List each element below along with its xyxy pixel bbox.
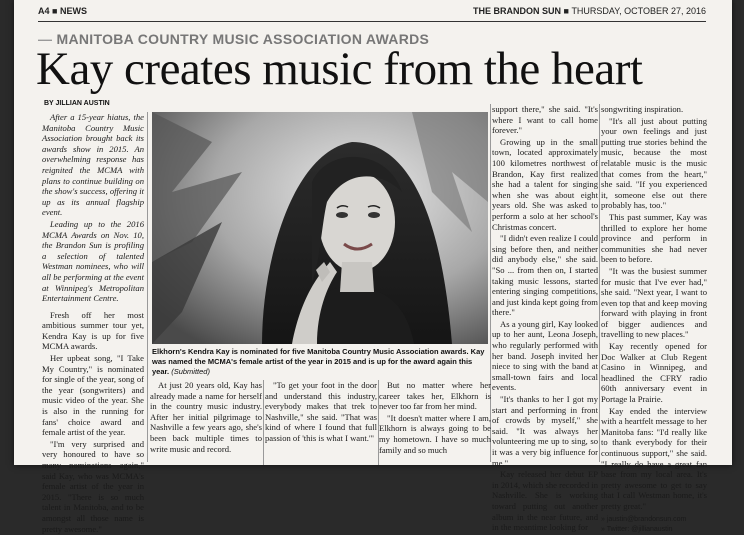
paragraph: "To get your foot in the door and understand this industry, everybody makes that trek to Nashville," she said. "That was kind of where I found that full passion of 'this is what I want.'" [265,380,377,443]
paragraph: At just 20 years old, Kay has already made a name for herself in the country music industry. After her initial pilgrimage to Nashville a few years ago, she's been back multiple times to write music and record. [150,380,262,454]
section-name: NEWS [59,6,87,16]
paragraph: "It was the busiest summer for music that I've ever had," she said. "Next year, I want to even top that and keep moving forward with playing in front of bigger audiences and travelling to new places." [601,265,707,340]
header-rule [38,21,706,22]
paragraph: Her upbeat song, "I Take My Country," is nominated for single of the year, song of the year (songwriters) and music video of the year. She is also in the running for fans' choice award and female artist of the year. [42,353,144,438]
column-divider [599,104,600,462]
article-column-5 [492,104,598,533]
article-column-3 [265,380,377,465]
paragraph: This past summer, Kay was thrilled to explore her home province and perform in communities she had never been to before. [601,211,707,265]
issue-date: THURSDAY, OCTOBER 27, 2016 [571,6,706,16]
separator-icon: ■ [563,6,572,16]
photo-credit: (Submitted) [171,367,210,376]
newspaper-page [14,0,732,534]
portrait-photo-illustration [152,112,488,344]
column-divider [147,112,148,462]
photo-caption [152,347,488,377]
article-column-6 [601,104,707,533]
author-twitter: » Twitter: @jillianaustin [601,525,673,533]
paragraph: "I'm very surprised and very honoured to have so many nominations again," said Kay, who was MCMA's female artist of the year in 2015. "There is so much talent in Manitoba, and to be amongst all those name is pretty awesome." [42,438,144,534]
photo-kendra-kay [152,112,488,344]
intro-paragraph: After a 15-year hiatus, the Manitoba Country Music Association brought back its awards show in 2015. An overwhelming response has reignited the MCMA with plans to continue building on the show's success, offering it up as its annual flagship event. [42,112,144,218]
paragraph: Kay recently opened for Doc Walker at Club Regent Casino in Winnipeg, and headlined the CFRY radio 60th anniversary event in Portage la Prairie. [601,341,707,405]
paragraph: "It's all just about putting your own feelings and just putting true stories behind the music, because the most relatable music is the music that comes from the heart," she said. "If you experienced it, someone else out there probably has, too." [601,115,707,211]
author-email: » jaustin@brandonsun.com [601,515,687,523]
paragraph: Kay ended the interview with a heartfelt message to her Manitoba fans: "I'd really like to thank everybody for their continuous support," she said. "I really do have a great fan base from my local area. It's pretty awesome to get to say that I call Westman home, it's pretty great." [601,405,707,511]
bullet-icon: ■ [52,6,60,16]
headline: Kay creates music from the heart [36,43,643,95]
kicker-text: MANITOBA COUNTRY MUSIC ASSOCIATION AWARDS [56,31,430,47]
paragraph: songwriting inspiration. [601,104,684,114]
paragraph: Growing up in the small town, located approximately 100 kilometres northwest of Brandon, Kay first realized she had a talent for singing when she was about eight years old. She was asked to perform a solo at her school's Christmas concert. [492,136,598,232]
caption-text: Elkhorn's Kendra Kay is nominated for five Manitoba Country Music Association awards. Kay was named the MCMA's female artist of the year in 2015 and is up for the award again this year. [152,347,485,376]
page-header [38,6,706,20]
paragraph: support there," she said. "It's where I want to call home forever." [492,104,598,136]
paragraph: Fresh off her most ambitious summer tour yet, Kendra Kay is up for five MCMA awards. [42,309,144,352]
column-divider [263,380,264,465]
newspaper-name: THE BRANDON SUN [472,6,561,16]
paragraph: "It doesn't matter where I am, Elkhorn is always going to be my hometown. I have so much family and so much [379,412,491,455]
article-column-4 [379,380,491,465]
paragraph: But no matter where her career takes her, Elkhorn is never too far from her mind. [379,380,491,412]
intro-paragraph: Leading up to the 2016 MCMA Awards on Nov. 10, the Brandon Sun is profiling a selection of talented Westman nominees, who will all be performing at the event at Winnipeg's Metropolitan Entertainment Centre. [42,218,144,304]
paragraph: Kay released her debut EP in 2014, which she recorded in Nashville. She is working toward putting out another album in the near future, and in the meantime looking for [492,469,598,533]
paragraph: "It's thanks to her I got my start and performing in front of crowds by myself," she said. "It was always her volunteering me up to sing, so it was a very big influence for me." [492,394,598,468]
byline: BY JILLIAN AUSTIN [44,100,110,107]
article-column-2 [150,380,262,465]
paragraph: "I didn't even realize I could sing before then, and neither did anybody else," she said. "So ... from then on, I started taking music lessons, started entering singing competitions, and just kinda kept going from there." [492,233,598,318]
page-number: A4 [38,6,50,16]
paragraph: As a young girl, Kay looked up to her aunt, Leona Joseph, who regularly performed with her band. Joseph invited her niece to sing with the band at small-town fairs and local events. [492,318,598,393]
article-column-1 [42,112,144,534]
kicker-dash-icon: — [38,31,57,47]
